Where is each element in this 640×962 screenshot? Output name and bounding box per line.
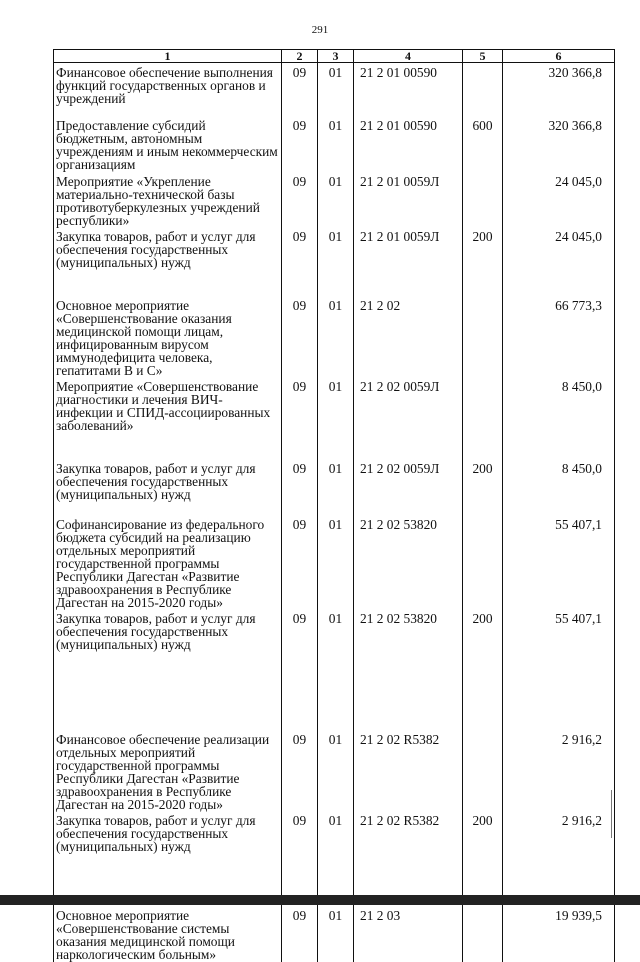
row-target-article: 21 2 02 0059Л bbox=[354, 459, 463, 515]
row-name: Основное мероприятие «Совершенствование оказания медицинской помощи лицам, инфицированным вирусом иммунодефицита человека, гепатитами В и С» bbox=[54, 296, 282, 377]
row-name: Мероприятие «Совершенствование диагностики и лечения ВИЧ-инфекции и СПИД-ассоциированных заболеваний» bbox=[54, 377, 282, 459]
row-section-code: 09 bbox=[282, 906, 318, 962]
table-row bbox=[54, 116, 615, 172]
row-section-code: 09 bbox=[282, 63, 318, 117]
row-amount: 24 045,0 bbox=[503, 172, 615, 227]
row-name: Закупка товаров, работ и услуг для обеспечения государственных (муниципальных) нужд bbox=[54, 609, 282, 730]
row-amount: 55 407,1 bbox=[503, 515, 615, 609]
row-subsection-code: 01 bbox=[318, 906, 354, 962]
row-expense-type bbox=[463, 906, 503, 962]
header-col-6: 6 bbox=[503, 50, 615, 63]
row-amount: 2 916,2 bbox=[503, 811, 615, 906]
table-row bbox=[54, 609, 615, 730]
row-amount: 24 045,0 bbox=[503, 227, 615, 296]
budget-table bbox=[53, 49, 615, 962]
row-amount: 19 939,5 bbox=[503, 906, 615, 962]
row-section-code: 09 bbox=[282, 811, 318, 906]
row-subsection-code: 01 bbox=[318, 116, 354, 172]
row-target-article: 21 2 02 bbox=[354, 296, 463, 377]
table-row bbox=[54, 730, 615, 811]
page-number: 291 bbox=[311, 24, 329, 36]
row-name: Финансовое обеспечение выполнения функций государственных органов и учреждений bbox=[54, 63, 282, 117]
row-section-code: 09 bbox=[282, 459, 318, 515]
row-subsection-code: 01 bbox=[318, 609, 354, 730]
row-target-article: 21 2 02 R5382 bbox=[354, 730, 463, 811]
row-name: Закупка товаров, работ и услуг для обеспечения государственных (муниципальных) нужд bbox=[54, 227, 282, 296]
row-subsection-code: 01 bbox=[318, 730, 354, 811]
row-expense-type: 200 bbox=[463, 459, 503, 515]
row-expense-type bbox=[463, 515, 503, 609]
row-expense-type: 200 bbox=[463, 227, 503, 296]
row-target-article: 21 2 01 0059Л bbox=[354, 172, 463, 227]
row-expense-type: 600 bbox=[463, 116, 503, 172]
table-row bbox=[54, 459, 615, 515]
row-section-code: 09 bbox=[282, 730, 318, 811]
row-expense-type bbox=[463, 172, 503, 227]
row-name: Закупка товаров, работ и услуг для обеспечения государственных (муниципальных) нужд bbox=[54, 811, 282, 906]
table-row bbox=[54, 377, 615, 459]
table-row bbox=[54, 811, 615, 906]
row-section-code: 09 bbox=[282, 609, 318, 730]
row-amount: 66 773,3 bbox=[503, 296, 615, 377]
row-name: Основное мероприятие «Совершенствование системы оказания медицинской помощи наркологическим больным» bbox=[54, 906, 282, 962]
table-row bbox=[54, 296, 615, 377]
row-section-code: 09 bbox=[282, 515, 318, 609]
header-col-5: 5 bbox=[463, 50, 503, 63]
row-subsection-code: 01 bbox=[318, 296, 354, 377]
row-target-article: 21 2 02 53820 bbox=[354, 609, 463, 730]
row-subsection-code: 01 bbox=[318, 515, 354, 609]
row-section-code: 09 bbox=[282, 377, 318, 459]
row-section-code: 09 bbox=[282, 116, 318, 172]
row-subsection-code: 01 bbox=[318, 227, 354, 296]
row-target-article: 21 2 01 00590 bbox=[354, 63, 463, 117]
row-expense-type bbox=[463, 377, 503, 459]
row-target-article: 21 2 02 53820 bbox=[354, 515, 463, 609]
row-subsection-code: 01 bbox=[318, 459, 354, 515]
row-target-article: 21 2 02 R5382 bbox=[354, 811, 463, 906]
row-subsection-code: 01 bbox=[318, 63, 354, 117]
row-expense-type: 200 bbox=[463, 811, 503, 906]
header-col-3: 3 bbox=[318, 50, 354, 63]
row-amount: 320 366,8 bbox=[503, 63, 615, 117]
row-amount: 320 366,8 bbox=[503, 116, 615, 172]
row-section-code: 09 bbox=[282, 172, 318, 227]
row-target-article: 21 2 02 0059Л bbox=[354, 377, 463, 459]
row-target-article: 21 2 01 00590 bbox=[354, 116, 463, 172]
header-col-1: 1 bbox=[54, 50, 282, 63]
row-amount: 8 450,0 bbox=[503, 459, 615, 515]
row-name: Предоставление субсидий бюджетным, автономным учреждениям и иным некоммерческим организациям bbox=[54, 116, 282, 172]
row-subsection-code: 01 bbox=[318, 811, 354, 906]
row-subsection-code: 01 bbox=[318, 377, 354, 459]
row-amount: 55 407,1 bbox=[503, 609, 615, 730]
row-expense-type bbox=[463, 730, 503, 811]
row-name: Финансовое обеспечение реализации отдельных мероприятий государственной программы Республики Дагестан «Развитие здравоохранения в Республике Дагестан на 2015-2020 годы» bbox=[54, 730, 282, 811]
row-name: Софинансирование из федерального бюджета субсидий на реализацию отдельных мероприятий государственной программы Республики Дагестан «Развитие здравоохранения в Республике Дагестан на 2015-2020 годы» bbox=[54, 515, 282, 609]
row-name: Закупка товаров, работ и услуг для обеспечения государственных (муниципальных) нужд bbox=[54, 459, 282, 515]
row-section-code: 09 bbox=[282, 296, 318, 377]
header-col-4: 4 bbox=[354, 50, 463, 63]
table-header-row bbox=[54, 50, 615, 63]
table-row bbox=[54, 906, 615, 962]
scan-edge bbox=[0, 895, 640, 905]
row-expense-type bbox=[463, 296, 503, 377]
header-col-2: 2 bbox=[282, 50, 318, 63]
row-amount: 8 450,0 bbox=[503, 377, 615, 459]
row-subsection-code: 01 bbox=[318, 172, 354, 227]
row-target-article: 21 2 03 bbox=[354, 906, 463, 962]
table-row bbox=[54, 63, 615, 117]
scan-artifact bbox=[611, 790, 612, 838]
row-expense-type bbox=[463, 63, 503, 117]
table-row bbox=[54, 227, 615, 296]
row-amount: 2 916,2 bbox=[503, 730, 615, 811]
table-row bbox=[54, 515, 615, 609]
row-section-code: 09 bbox=[282, 227, 318, 296]
row-name: Мероприятие «Укрепление материально-технической базы противотуберкулезных учреждений республики» bbox=[54, 172, 282, 227]
row-target-article: 21 2 01 0059Л bbox=[354, 227, 463, 296]
table-row bbox=[54, 172, 615, 227]
row-expense-type: 200 bbox=[463, 609, 503, 730]
